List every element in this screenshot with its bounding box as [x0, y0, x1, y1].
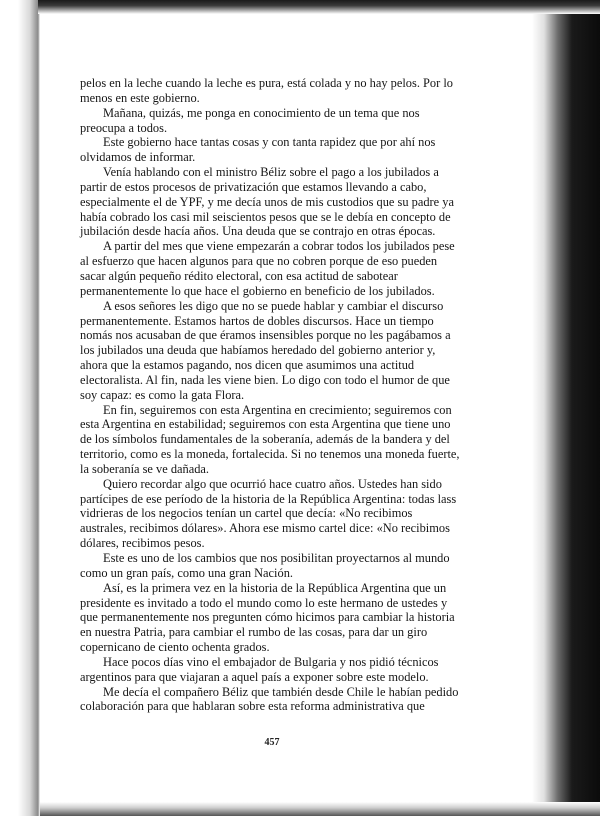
text-line: electoralista. Al fin, nada les viene bien. Lo digo con todo el humor de que	[80, 372, 450, 387]
scan-edge-bottom	[40, 802, 600, 816]
text-line: colaboración para que hablaran sobre esta reforma administrativa que	[80, 699, 425, 714]
text-line: Este es uno de los cambios que nos posibilitan proyectarnos al mundo	[103, 551, 450, 565]
text-line: copernicano de ciento ochenta grados.	[80, 640, 270, 655]
text-line: permanentemente. Estamos hartos de dobles discursos. Hace un tiempo	[80, 313, 434, 328]
text-line: australes, recibimos dólares». Ahora ese mismo cartel dice: «No recibimos	[80, 521, 450, 536]
text-line: jubilación desde hacía años. Una deuda que se contrajo en otras épocas.	[80, 224, 436, 239]
text-line: ahora que la estamos pagando, nos dicen que asumimos una actitud	[80, 358, 415, 373]
text-line: especialmente el de YPF, y me decía unos de mis custodios que su padre ya	[80, 194, 454, 209]
text-line: la soberanía se ve dañada.	[80, 461, 210, 476]
text-line: esta Argentina en estabilidad; seguiremos con esta Argentina que tiene uno	[80, 417, 451, 432]
text-line: permanentemente lo que hace el gobierno en beneficio de los jubilados.	[80, 283, 435, 298]
text-line: pelos en la leche cuando la leche es pura, está colada y no hay pelos. Por lo	[80, 76, 453, 90]
text-line: territorio, como es la moneda, fortalecida. Si no tenemos una moneda fuerte,	[80, 447, 460, 462]
text-line: soy capaz: es como la gata Flora.	[80, 387, 245, 402]
scan-edge-left	[0, 0, 40, 816]
text-line: Mañana, quizás, me ponga en conocimiento de un tema que nos	[103, 105, 420, 120]
text-line: Este gobierno hace tantas cosas y con tanta rapidez que por ahí nos	[103, 135, 436, 150]
body-text	[80, 76, 494, 714]
text-line: Así, es la primera vez en la historia de la República Argentina que un	[103, 580, 447, 595]
text-line: sacar algún pequeño rédito electoral, con esa actitud de sabotear	[80, 268, 398, 283]
text-line: argentinos para que viajaran a aquel país a exponer sobre este modelo.	[80, 669, 429, 684]
text-line: menos en este gobierno.	[80, 90, 200, 105]
text-line: en nuestra Patria, para cambiar el rumbo de las cosas, para dar un giro	[80, 625, 428, 640]
text-line: A partir del mes que viene empezarán a cobrar todos los jubilados pese	[103, 239, 455, 254]
text-line: presidente es invitado a todo el mundo como lo este hermano de ustedes y	[80, 595, 448, 610]
text-line: Hace pocos días vino el embajador de Bulgaria y nos pidió técnicos	[103, 654, 439, 669]
text-line: partícipes de ese período de la historia de la República Argentina: todas lass	[80, 491, 457, 506]
text-line: Quiero recordar algo que ocurrió hace cuatro años. Ustedes han sido	[103, 476, 442, 491]
text-line: como un gran país, como una gran Nación.	[80, 565, 293, 580]
page-number: 457	[264, 737, 280, 748]
text-line: vidrieras de los negocios tenían un cartel que decía: «No recibimos	[80, 506, 413, 521]
text-line: A esos señores les digo que no se puede hablar y cambiar el discurso	[103, 298, 444, 313]
text-line: Venía hablando con el ministro Béliz sobre el pago a los jubilados a	[103, 165, 439, 180]
text-line: dólares, recibimos pesos.	[80, 536, 205, 551]
text-line: de los símbolos fundamentales de la soberanía, además de la bandera y del	[80, 432, 450, 447]
text-line: preocupa a todos.	[80, 120, 168, 135]
text-line: olvidamos de informar.	[80, 150, 196, 165]
text-line: los jubilados una deuda que habíamos heredado del gobierno anterior y,	[80, 343, 436, 358]
text-line: había cobrado los casi mil seiscientos pesos que se le debía en concepto de	[80, 209, 451, 224]
text-line: En fin, seguiremos con esta Argentina en crecimiento; seguiremos con	[103, 402, 452, 417]
text-line: nomás nos acusaban de que éramos insensibles porque no les pagábamos a	[80, 328, 451, 343]
text-line: Me decía el compañero Béliz que también desde Chile le habían pedido	[103, 684, 459, 699]
scan-edge-top	[38, 0, 600, 14]
scan-edge-right	[532, 14, 600, 816]
text-line: partir de estos procesos de privatización que estamos llevando a cabo,	[80, 179, 427, 194]
text-line: que permanentemente nos pregunten cómo hicimos para cambiar la historia	[80, 610, 455, 625]
text-line: al esfuerzo que hacen algunos para que no cobren porque de eso pueden	[80, 254, 438, 269]
book-page	[40, 14, 532, 802]
